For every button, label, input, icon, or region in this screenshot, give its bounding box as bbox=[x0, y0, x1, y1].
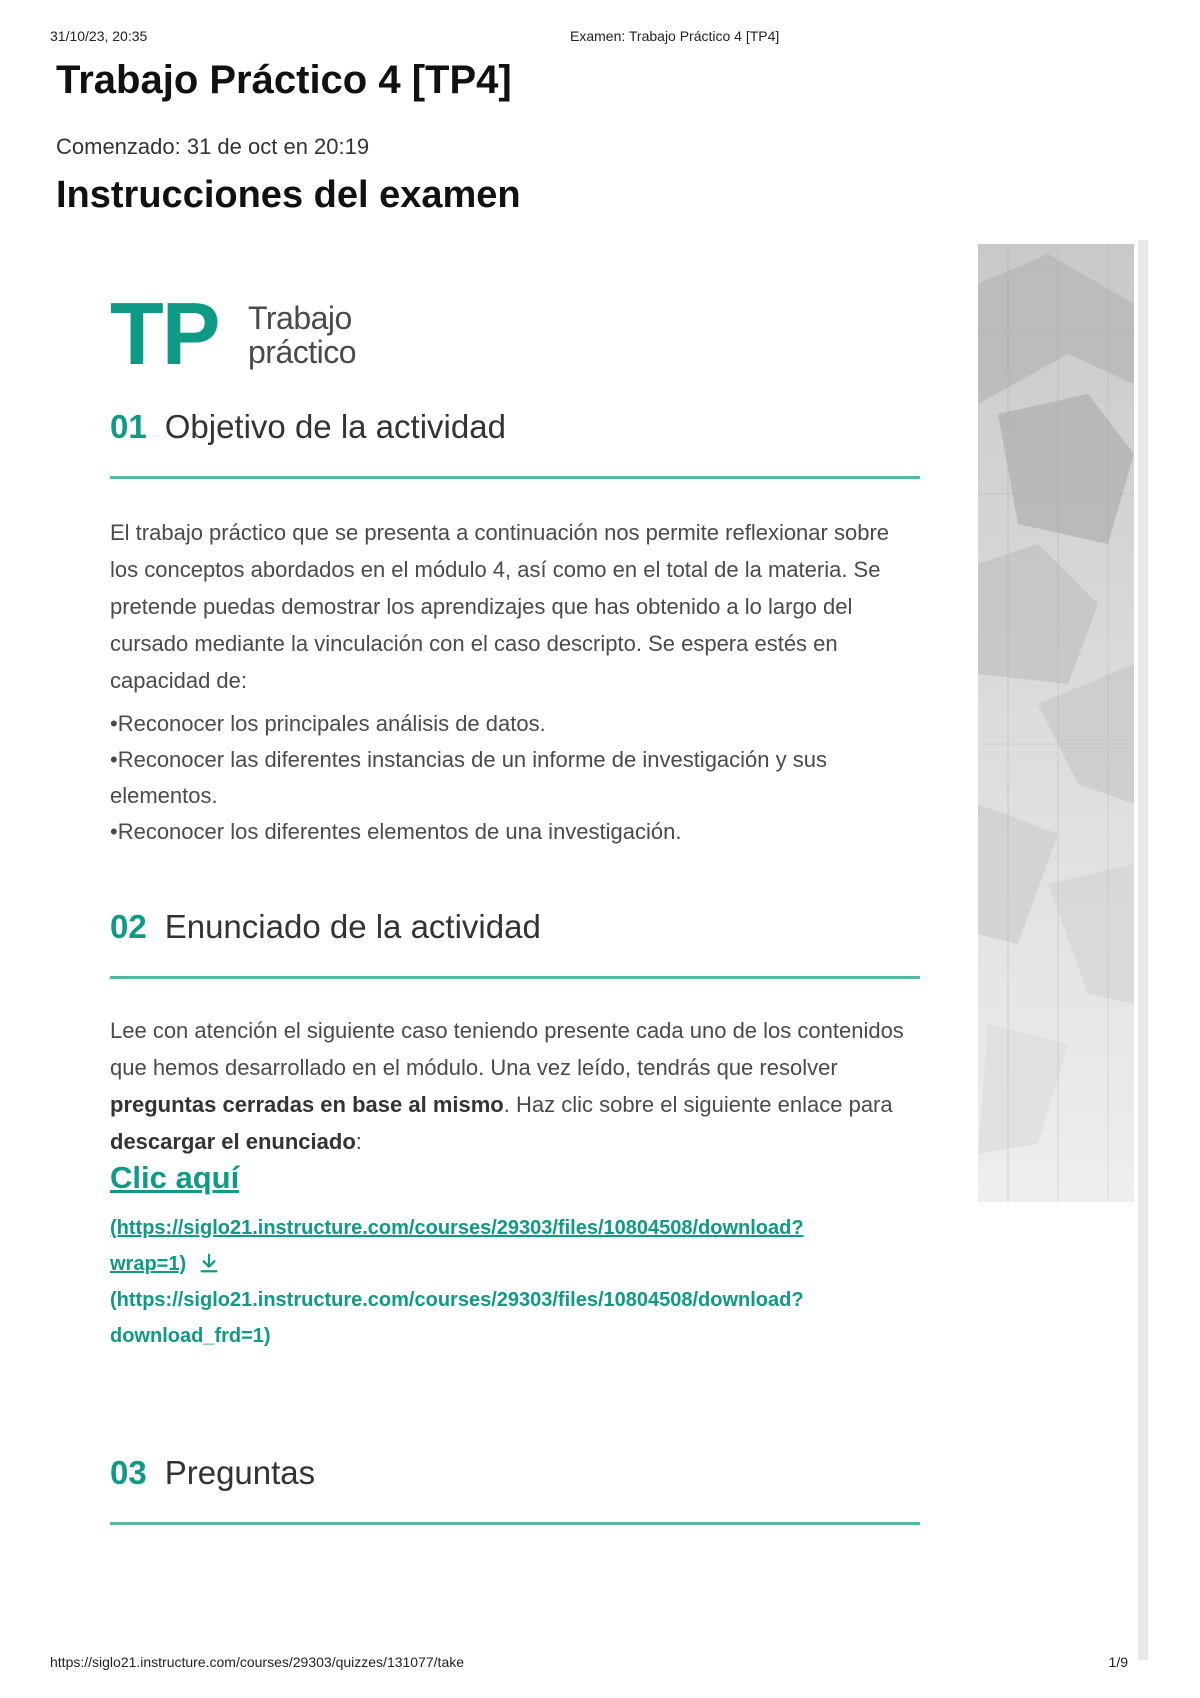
section-number: 03 bbox=[110, 1454, 147, 1491]
print-datetime: 31/10/23, 20:35 bbox=[50, 28, 148, 44]
section-divider bbox=[110, 476, 920, 479]
started-timestamp: Comenzado: 31 de oct en 20:19 bbox=[56, 134, 370, 159]
print-page-number: 1/9 bbox=[1108, 1654, 1128, 1670]
enunciado-link-url[interactable] bbox=[110, 1210, 900, 1282]
download-links bbox=[110, 1210, 900, 1354]
list-item: • Reconocer los diferentes elementos de una investigación. bbox=[110, 814, 920, 850]
section-heading-text: Objetivo de la actividad bbox=[164, 408, 506, 445]
decorative-pattern bbox=[978, 244, 1134, 1202]
statement-emphasis: descargar el enunciado bbox=[110, 1129, 356, 1154]
vertical-scrollbar[interactable] bbox=[1138, 240, 1148, 1660]
print-footer bbox=[50, 1654, 1150, 1676]
tp-logo-text bbox=[248, 301, 356, 369]
section-01-title bbox=[110, 408, 506, 446]
statement-emphasis: preguntas cerradas en base al mismo bbox=[110, 1092, 504, 1117]
tp-logo-line-2: práctico bbox=[248, 334, 357, 370]
print-document-title: Examen: Trabajo Práctico 4 [TP4] bbox=[570, 28, 780, 44]
click-here-link[interactable]: Clic aquí bbox=[110, 1160, 240, 1195]
tp-logo-line-1: Trabajo bbox=[248, 300, 352, 336]
section-divider bbox=[110, 976, 920, 979]
link-url-text[interactable]: download_frd=1) bbox=[110, 1325, 271, 1347]
download-arrow-icon[interactable] bbox=[198, 1252, 220, 1274]
statement-text: Lee con atención el siguiente caso teniendo presente cada uno de los contenidos que hemos desarrollado en el módulo. Una vez leído, tendrás que resolver bbox=[110, 1018, 904, 1080]
objective-paragraph: El trabajo práctico que se presenta a continuación nos permite reflexionar sobre los conceptos abordados en el módulo 4, así como en el total de la materia. Se pretende puedas demostrar los aprendizajes que has obtenido a lo largo del cursado mediante la vinculación con el caso descripto. Se espera estés en capacidad de: bbox=[110, 520, 890, 693]
section-heading-text: Preguntas bbox=[164, 1454, 316, 1491]
section-02-title bbox=[110, 908, 541, 946]
objective-bullet-list bbox=[110, 706, 920, 850]
section-heading-text: Enunciado de la actividad bbox=[164, 908, 541, 945]
section-divider bbox=[110, 1522, 920, 1525]
section-number: 02 bbox=[110, 908, 147, 945]
statement-text: . Haz clic sobre el siguiente enlace para bbox=[503, 1092, 893, 1117]
list-item: • Reconocer las diferentes instancias de un informe de investigación y sus elementos. bbox=[110, 742, 920, 814]
decorative-side-image bbox=[978, 244, 1134, 1202]
print-header bbox=[50, 28, 1150, 50]
section-03-title bbox=[110, 1454, 315, 1492]
link-url-text[interactable]: (https://siglo21.instructure.com/courses/29303/files/10804508/download? bbox=[110, 1217, 804, 1239]
statement-paragraph bbox=[110, 1012, 920, 1160]
instructions-heading: Instrucciones del examen bbox=[56, 174, 521, 216]
print-page-url: https://siglo21.instructure.com/courses/29303/quizzes/131077/take bbox=[50, 1654, 465, 1670]
list-item: • Reconocer los principales análisis de datos. bbox=[110, 706, 920, 742]
statement-text: : bbox=[355, 1129, 362, 1154]
tp-logo-letters: TP bbox=[110, 284, 219, 383]
download-link-url[interactable] bbox=[110, 1282, 900, 1354]
page-title: Trabajo Práctico 4 [TP4] bbox=[56, 58, 512, 102]
section-number: 01 bbox=[110, 408, 147, 445]
link-url-text[interactable]: (https://siglo21.instructure.com/courses/29303/files/10804508/download? bbox=[110, 1289, 804, 1311]
link-url-text[interactable]: wrap=1) bbox=[110, 1253, 187, 1275]
